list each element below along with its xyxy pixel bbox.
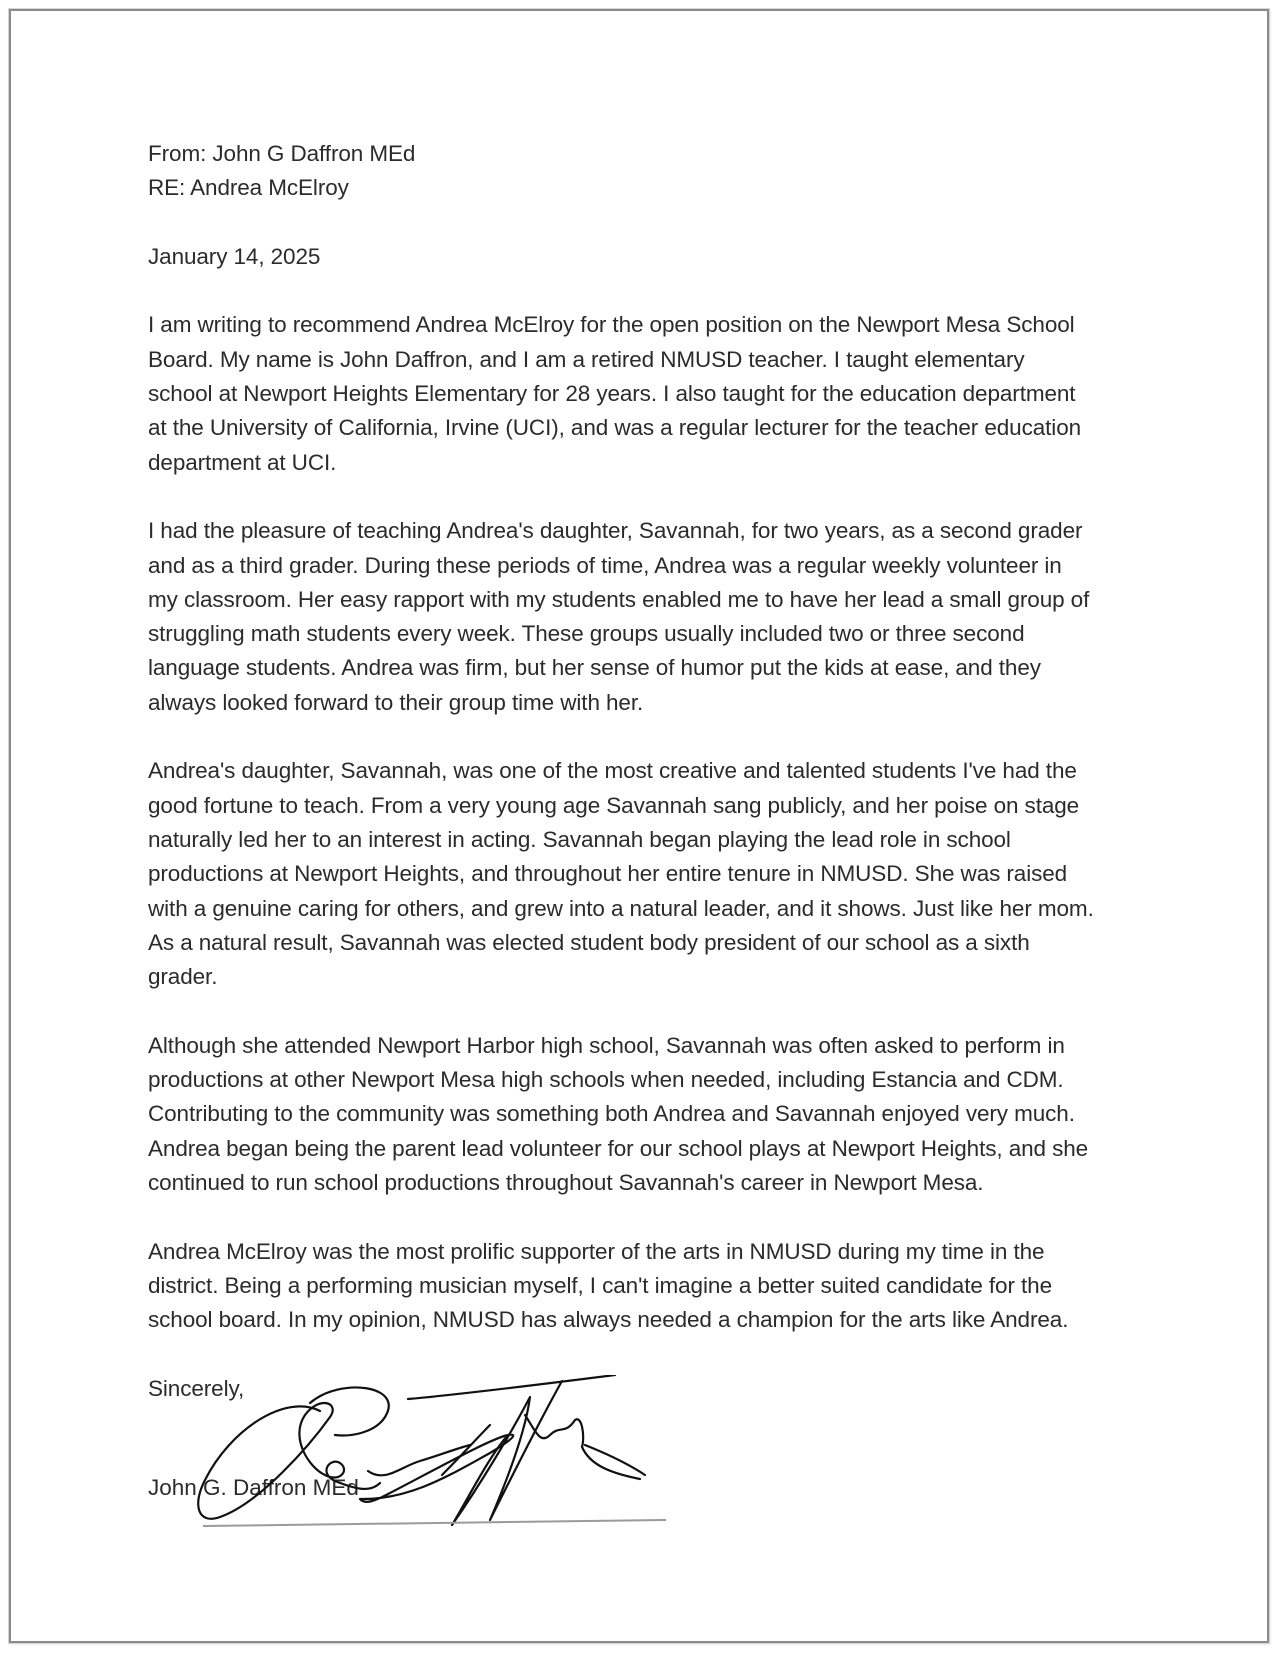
text-line: Andrea McElroy was the most prolific supporter of the arts in NMUSD during my time in the [148,1238,1045,1264]
text-line: Contributing to the community was something both Andrea and Savannah enjoyed very much. [148,1101,1075,1127]
text-line: department at UCI. [148,449,337,475]
text-line: productions at Newport Heights, and throughout her entire tenure in NMUSD. She was raised [148,861,1068,887]
re-line: RE: Andrea McElroy [148,175,349,201]
text-line: As a natural result, Savannah was elected student body president of our school as a sixth [148,929,1030,955]
text-line: Andrea began being the parent lead volunteer for our school plays at Newport Heights, and she [148,1135,1089,1161]
date-line: January 14, 2025 [148,243,321,269]
text-line: good fortune to teach. From a very young age Savannah sang publicly, and her poise on stage [148,792,1080,818]
paragraph-4 [148,1029,1158,1200]
text-line: I had the pleasure of teaching Andrea's daughter, Savannah, for two years, as a second grader [148,518,1083,544]
text-line: district. Being a performing musician myself, I can't imagine a better suited candidate for the [148,1272,1052,1298]
text-line: always looked forward to their group time with her. [148,689,644,715]
text-line: my classroom. Her easy rapport with my students enabled me to have her lead a small group of [148,586,1090,612]
letter-body [148,137,1158,1406]
text-line: grader. [148,964,218,990]
text-line: school board. In my opinion, NMUSD has always needed a champion for the arts like Andrea. [148,1307,1069,1333]
text-line: school at Newport Heights Elementary for 28 years. I also taught for the education department [148,381,1076,407]
signature-name: John G. Daffron MEd [148,1475,359,1500]
paragraph-2 [148,514,1158,720]
text-line: continued to run school productions throughout Savannah's career in Newport Mesa. [148,1169,984,1195]
text-line: at the University of California, Irvine (UCI), and was a regular lecturer for the teacher education [148,415,1082,441]
paragraph-3 [148,754,1158,994]
paragraph-1 [148,308,1158,479]
text-line: productions at other Newport Mesa high schools when needed, including Estancia and CDM. [148,1067,1064,1093]
text-line: Although she attended Newport Harbor high school, Savannah was often asked to perform in [148,1032,1065,1058]
text-line: naturally led her to an interest in acting. Savannah began playing the lead role in school [148,826,1011,852]
text-line: and as a third grader. During these periods of time, Andrea was a regular weekly volunteer in [148,552,1062,578]
text-line: language students. Andrea was firm, but her sense of humor put the kids at ease, and they [148,655,1041,681]
text-line: Board. My name is John Daffron, and I am a retired NMUSD teacher. I taught elementary [148,346,1025,372]
text-line: struggling math students every week. These groups usually included two or three second [148,621,1025,647]
text-line: Andrea's daughter, Savannah, was one of the most creative and talented students I've had the [148,758,1077,784]
closing-line: Sincerely, [148,1375,245,1401]
text-line: with a genuine caring for others, and grew into a natural leader, and it shows. Just like her mom. [148,895,1094,921]
signature-line [203,1518,666,1528]
text-line: I am writing to recommend Andrea McElroy for the open position on the Newport Mesa School [148,312,1075,338]
from-line: From: John G Daffron MEd [148,141,416,166]
paragraph-5 [148,1235,1158,1338]
